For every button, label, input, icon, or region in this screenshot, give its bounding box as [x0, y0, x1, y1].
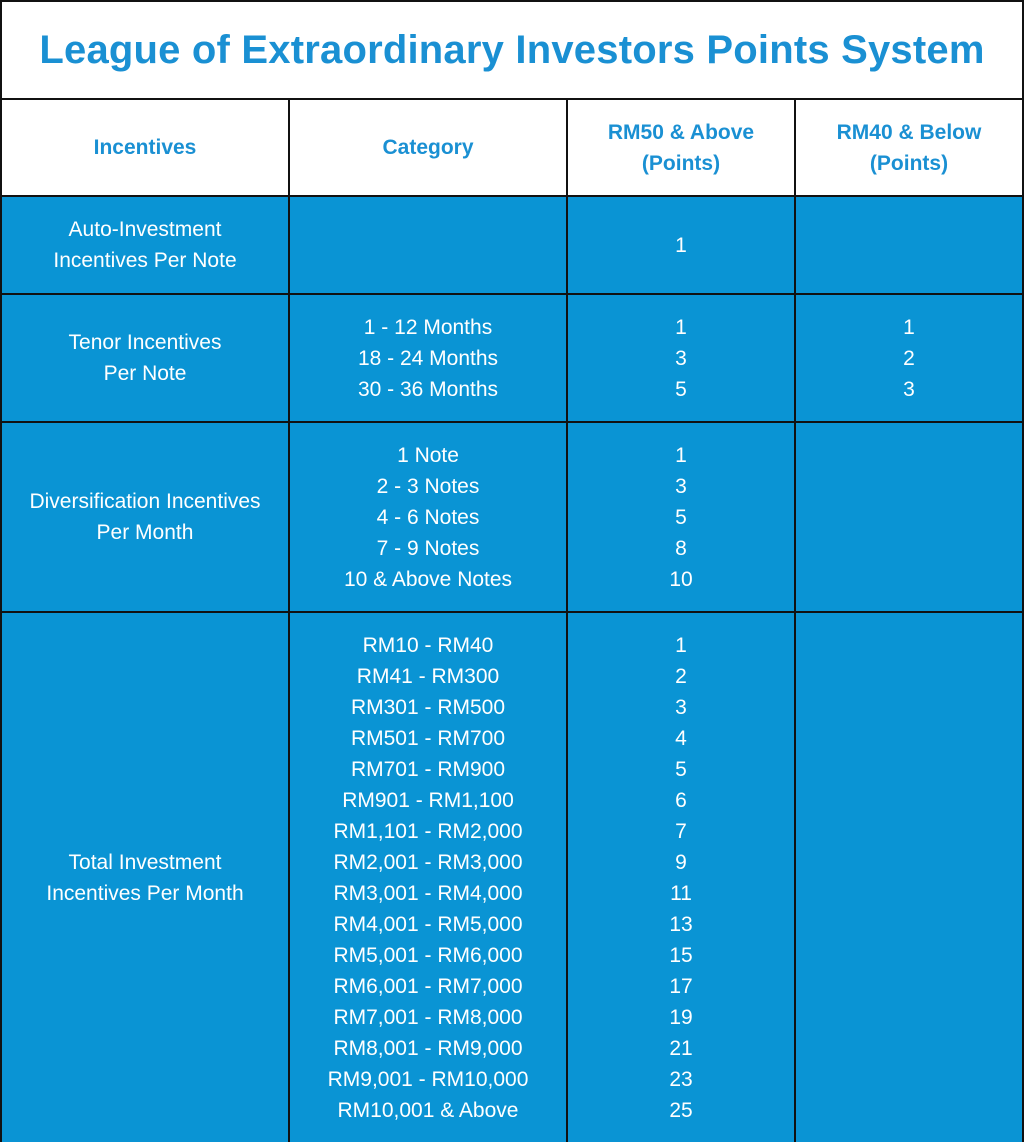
category-line: 18 - 24 Months — [357, 346, 499, 370]
incentive-line: Per Note — [103, 362, 187, 385]
incentive-line: Total Investment — [68, 850, 222, 874]
points-value: 2 — [903, 346, 915, 370]
category-cell — [289, 294, 567, 422]
points-table — [2, 100, 1022, 1142]
incentive-line: Diversification Incentives — [29, 490, 261, 513]
points-value: 7 — [675, 819, 687, 843]
category-line: 10 & Above Notes — [343, 567, 513, 591]
category-line: RM901 - RM1,100 — [342, 788, 514, 812]
incentive-line: Incentives Per Note — [53, 249, 237, 272]
points-value: 3 — [675, 695, 687, 719]
points-value: 25 — [669, 1098, 693, 1122]
column-header-rm40-below-points — [795, 100, 1022, 196]
category-line: RM2,001 - RM3,000 — [333, 850, 523, 874]
page-title: League of Extraordinary Investors Points System — [39, 27, 985, 72]
points-value: 15 — [669, 943, 693, 967]
incentive-cell — [2, 196, 289, 294]
category-line: RM4,001 - RM5,000 — [333, 912, 523, 936]
points-value: 2 — [675, 664, 687, 688]
category-line: RM7,001 - RM8,000 — [333, 1005, 523, 1029]
title-bar — [2, 2, 1022, 100]
category-line: 7 - 9 Notes — [376, 536, 480, 560]
category-cell — [289, 612, 567, 1142]
category-line: RM5,001 - RM6,000 — [333, 943, 523, 967]
category-line: RM9,001 - RM10,000 — [327, 1067, 529, 1091]
table-header-row — [2, 100, 1022, 196]
points-value: 1 — [903, 315, 915, 339]
column-header-line: RM40 & Below — [836, 120, 982, 144]
column-header-line: (Points) — [869, 151, 949, 175]
incentive-cell — [2, 294, 289, 422]
category-line: RM6,001 - RM7,000 — [333, 974, 523, 998]
table-row-tenor — [2, 294, 1022, 422]
category-line: RM3,001 - RM4,000 — [333, 881, 523, 905]
column-header-incentives — [2, 100, 289, 196]
column-header-line: Category — [382, 136, 474, 159]
points-value: 13 — [669, 912, 693, 936]
category-cell — [289, 422, 567, 612]
points-value: 11 — [670, 881, 692, 905]
points-value: 8 — [675, 536, 687, 560]
incentive-cell — [2, 612, 289, 1142]
points-value: 17 — [669, 974, 693, 998]
category-line: RM10,001 & Above — [337, 1098, 519, 1122]
points-value: 5 — [675, 757, 687, 781]
points-value: 19 — [669, 1005, 693, 1029]
points-value: 4 — [675, 726, 687, 750]
points-value: 3 — [903, 377, 915, 401]
points-rm40-cell — [795, 612, 1022, 1142]
points-value: 3 — [675, 346, 687, 370]
points-rm50-cell — [567, 294, 795, 422]
category-line: 1 - 12 Months — [363, 315, 493, 339]
column-header-line: RM50 & Above — [607, 120, 755, 144]
column-header-rm50-above-points — [567, 100, 795, 196]
category-line: 4 - 6 Notes — [376, 505, 480, 529]
category-line: RM41 - RM300 — [356, 664, 500, 688]
points-value: 1 — [675, 443, 687, 467]
points-value: 21 — [669, 1036, 693, 1060]
category-line: RM1,101 - RM2,000 — [333, 819, 523, 843]
category-line: RM701 - RM900 — [350, 757, 506, 781]
category-line: RM8,001 - RM9,000 — [333, 1036, 523, 1060]
incentive-cell — [2, 422, 289, 612]
incentive-line: Per Month — [96, 521, 194, 544]
column-header-line: Incentives — [93, 136, 197, 159]
points-rm50-cell — [567, 612, 795, 1142]
points-value: 1 — [675, 633, 687, 657]
category-line: RM10 - RM40 — [362, 633, 494, 657]
points-value: 5 — [675, 505, 687, 529]
category-line: RM501 - RM700 — [350, 726, 506, 750]
category-line: 2 - 3 Notes — [376, 474, 480, 498]
points-value: 1 — [675, 233, 687, 257]
points-rm40-cell — [795, 196, 1022, 294]
points-rm50-cell — [567, 196, 795, 294]
category-line: 30 - 36 Months — [357, 377, 499, 401]
table-row-total-investment — [2, 612, 1022, 1142]
table-row-auto-investment — [2, 196, 1022, 294]
category-line: RM301 - RM500 — [350, 695, 506, 719]
points-rm40-cell — [795, 294, 1022, 422]
points-value: 5 — [675, 377, 687, 401]
points-value: 3 — [675, 474, 687, 498]
table-row-diversification — [2, 422, 1022, 612]
points-rm50-cell — [567, 422, 795, 612]
points-value: 1 — [675, 315, 687, 339]
column-header-category — [289, 100, 567, 196]
incentive-line: Incentives Per Month — [46, 881, 244, 905]
category-cell — [289, 196, 567, 294]
points-value: 9 — [675, 850, 687, 874]
points-value: 6 — [675, 788, 687, 812]
points-value: 10 — [669, 567, 693, 591]
points-rm40-cell — [795, 422, 1022, 612]
points-value: 23 — [669, 1067, 693, 1091]
column-header-line: (Points) — [641, 151, 721, 175]
incentive-line: Auto-Investment — [68, 218, 222, 241]
category-line: 1 Note — [397, 443, 459, 467]
incentive-line: Tenor Incentives — [68, 331, 222, 354]
